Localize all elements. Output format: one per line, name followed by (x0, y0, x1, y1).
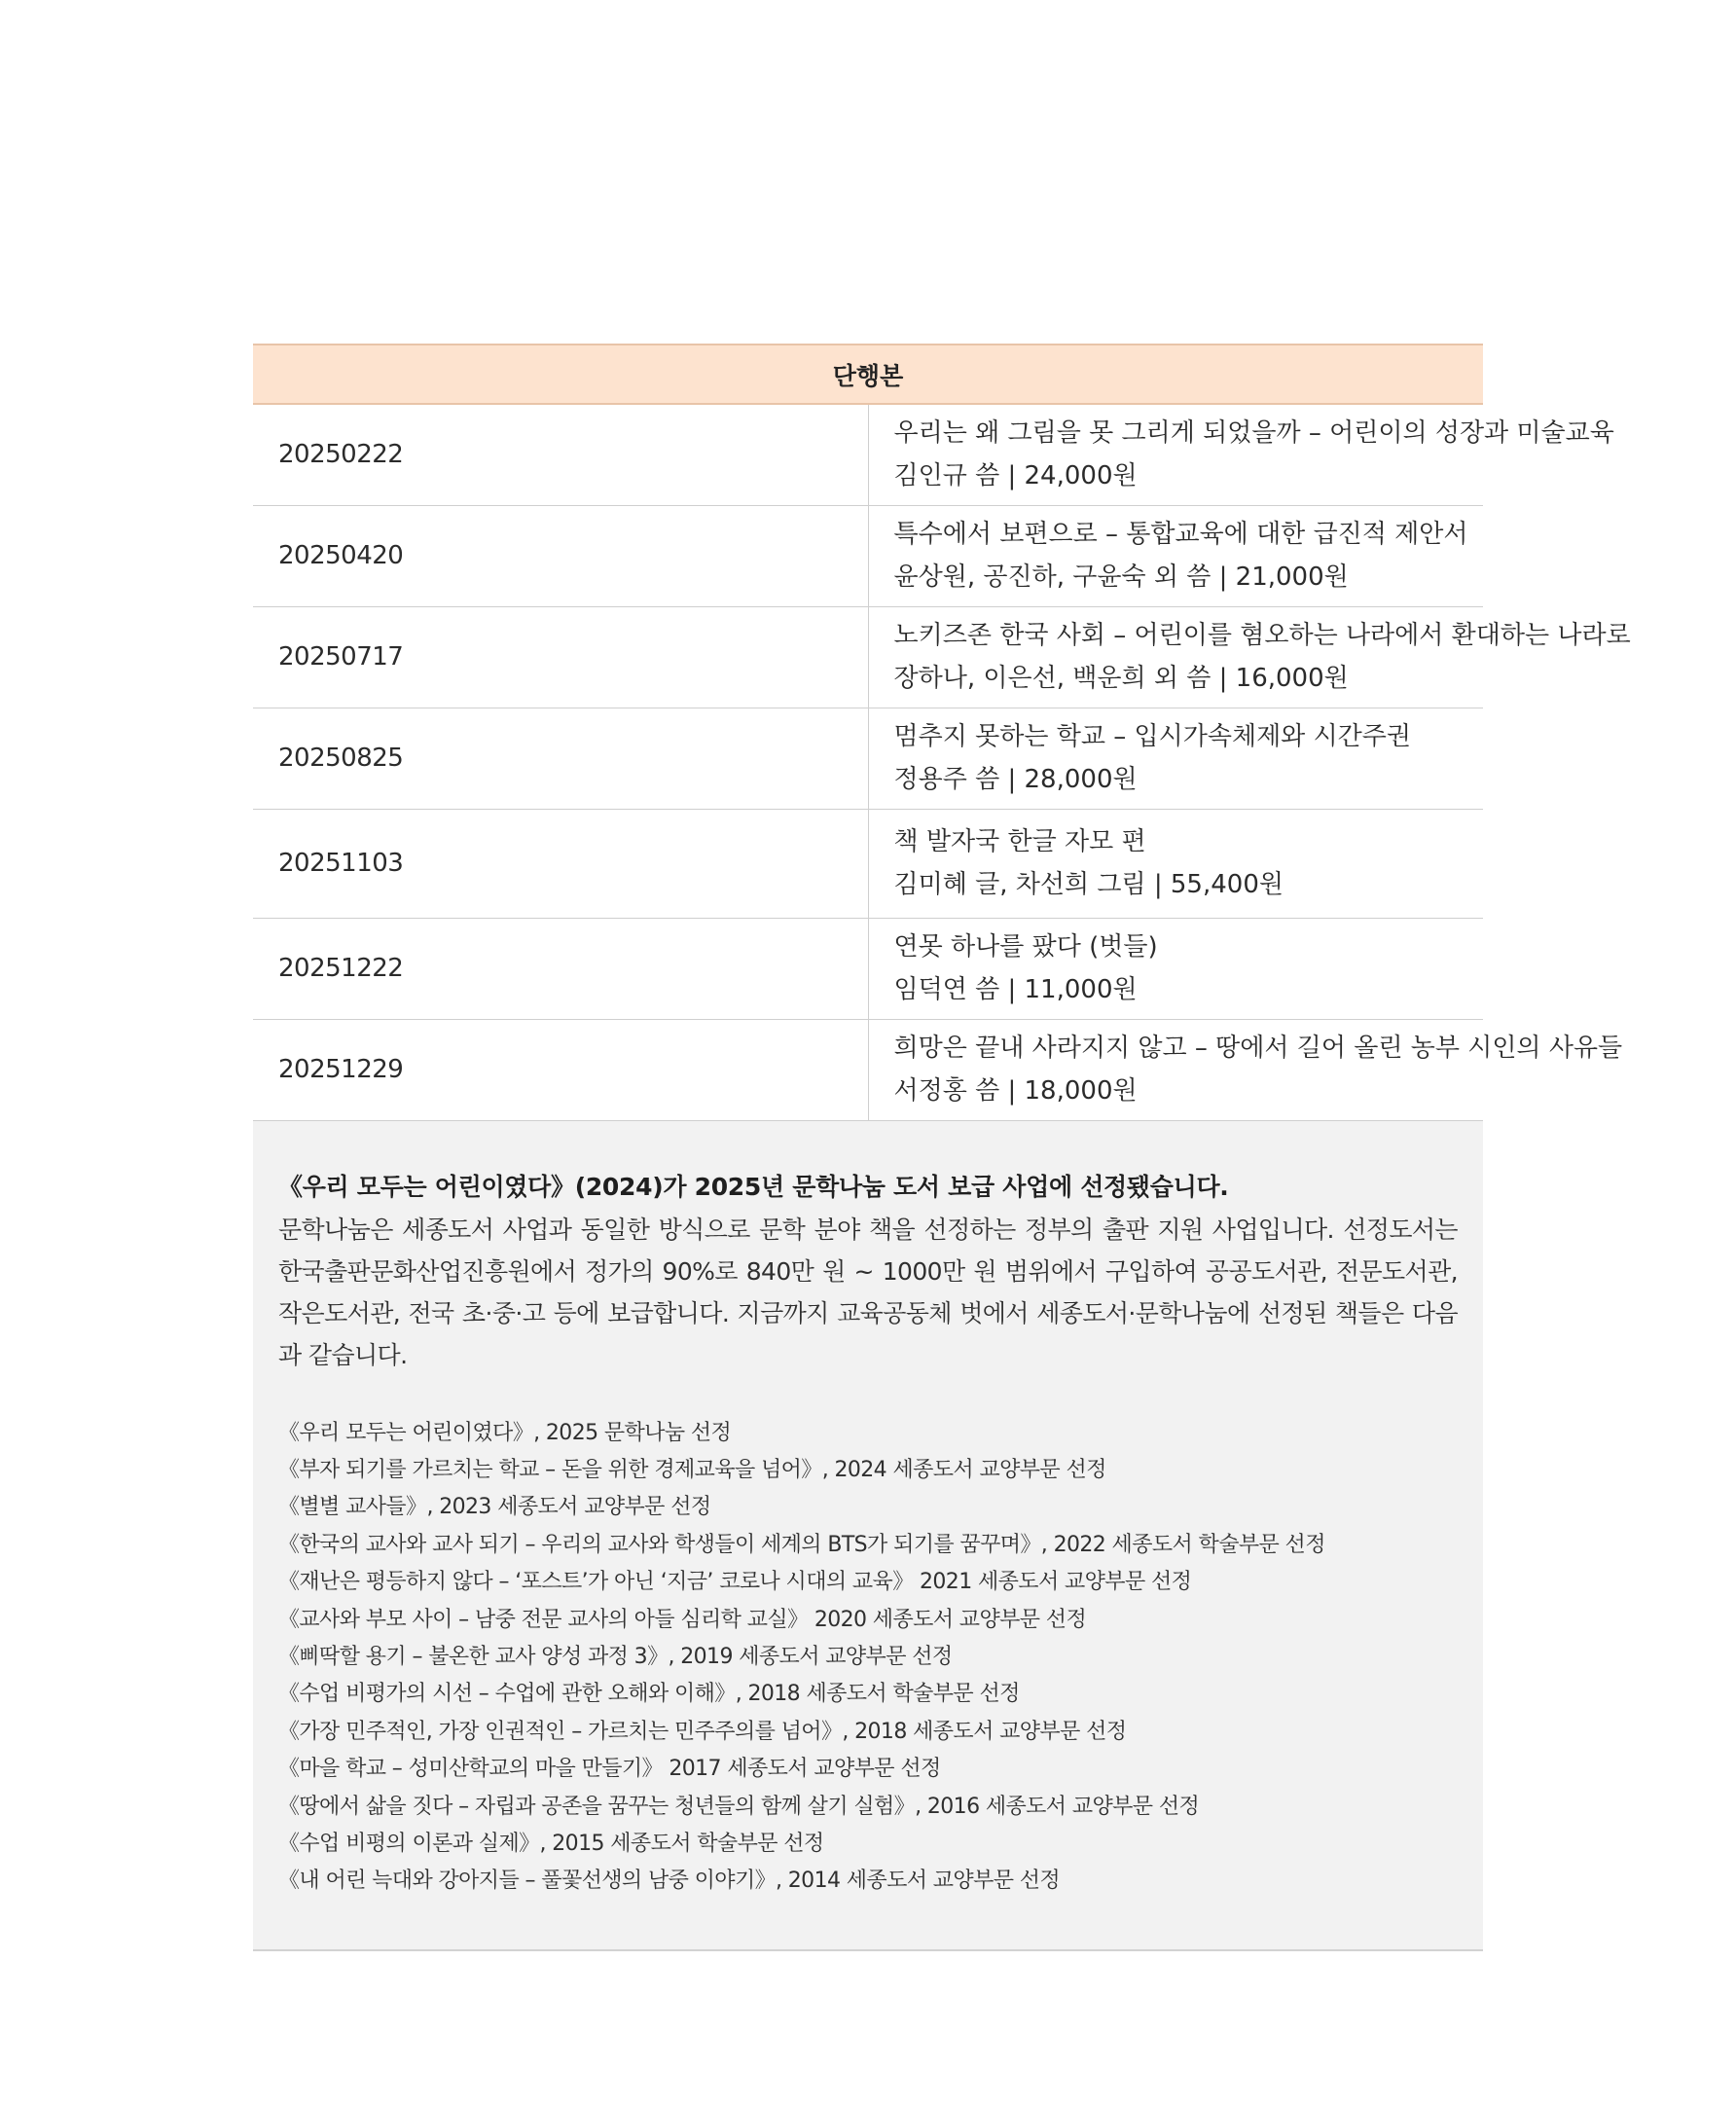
book-title: 특수에서 보편으로 – 통합교육에 대한 급진적 제안서 (893, 520, 1468, 549)
book-info (868, 606, 1631, 708)
book-meta: 김미혜 글, 차선희 그림 | 55,400원 (893, 870, 1284, 899)
list-item: 《교사와 부모 사이 – 남중 전문 교사의 아들 심리학 교실》 2020 세종도서 교양부문 선정 (278, 1607, 1087, 1632)
books-table (253, 344, 1631, 1121)
list-item: 《땅에서 삶을 짓다 – 자립과 공존을 꿈꾸는 청년들의 함께 살기 실험》, 2016 세종도서 교양부문 선정 (278, 1794, 1200, 1819)
book-title: 책 발자국 한글 자모 편 (893, 827, 1146, 856)
publish-date: 20251103 (253, 809, 868, 918)
book-meta: 임덕연 씀 | 11,000원 (893, 975, 1138, 1004)
book-title: 노키즈존 한국 사회 – 어린이를 혐오하는 나라에서 환대하는 나라로 (893, 621, 1631, 650)
book-meta: 김인규 씀 | 24,000원 (893, 461, 1138, 491)
book-title: 희망은 끝내 사라지지 않고 – 땅에서 길어 올린 농부 시인의 사유들 (893, 1034, 1623, 1063)
book-meta: 정용주 씀 | 28,000원 (893, 765, 1138, 794)
table-row (253, 809, 1483, 918)
list-item: 《내 어린 늑대와 강아지들 – 풀꽃선생의 남중 이야기》, 2014 세종도서 교양부문 선정 (278, 1869, 1061, 1894)
document-page (253, 344, 1631, 1951)
table-row (253, 606, 1483, 708)
list-item: 《삐딱할 용기 – 불온한 교사 양성 과정 3》, 2019 세종도서 교양부문 선정 (278, 1644, 953, 1669)
book-meta: 서정홍 씀 | 18,000원 (893, 1076, 1138, 1106)
notice-heading: 《우리 모두는 어린이였다》(2024)가 2025년 문학나눔 도서 보급 사업에 선정됐습니다. (278, 1172, 1229, 1201)
list-item: 《한국의 교사와 교사 되기 – 우리의 교사와 학생들이 세계의 BTS가 되기를 꿈꾸며》, 2022 세종도서 학술부문 선정 (278, 1532, 1325, 1557)
book-info (868, 708, 1483, 809)
notice-body: 문학나눔은 세종도서 사업과 동일한 방식으로 문학 분야 책을 선정하는 정부의 출판 지원 사업입니다. 선정도서는 한국출판문화산업진흥원에서 정가의 90%로 840만 원 ~ 1000만 원 범위에서 구입하여 공공도서관, 전문도서관, 작은도서관, 전국 초·중·고 등에 보급합니다. 지금까지 교육공동체 벗에서 세종도서·문학나눔에 선정된 책들은 다음과 같습니다. (278, 1215, 1458, 1369)
publish-date: 20250825 (253, 708, 868, 809)
publish-date: 20251229 (253, 1019, 868, 1120)
book-info (868, 809, 1483, 918)
table-row (253, 404, 1483, 505)
table-row (253, 1019, 1483, 1120)
book-title: 우리는 왜 그림을 못 그리게 되었을까 – 어린이의 성장과 미술교육 (893, 418, 1614, 449)
list-item: 《재난은 평등하지 않다 – ‘포스트’가 아닌 ‘지금’ 코로나 시대의 교육》 2021 세종도서 교양부문 선정 (278, 1570, 1192, 1595)
book-info (868, 1019, 1623, 1120)
book-meta: 장하나, 이은선, 백운희 외 씀 | 16,000원 (893, 664, 1349, 693)
table-header: 단행본 (253, 345, 1483, 404)
list-item: 《수업 비평가의 시선 – 수업에 관한 오해와 이해》, 2018 세종도서 학술부문 선정 (278, 1682, 1020, 1707)
book-info (868, 918, 1483, 1019)
book-title: 연못 하나를 팠다 (벗들) (893, 932, 1158, 962)
table-row (253, 708, 1483, 809)
table-header-row (253, 345, 1483, 404)
book-title: 멈추지 못하는 학교 – 입시가속체제와 시간주권 (893, 722, 1412, 751)
book-meta: 윤상원, 공진하, 구윤숙 외 씀 | 21,000원 (893, 563, 1349, 592)
list-item: 《수업 비평의 이론과 실제》, 2015 세종도서 학술부문 선정 (278, 1831, 824, 1856)
book-info (868, 404, 1614, 505)
table-row (253, 918, 1483, 1019)
list-item: 《가장 민주적인, 가장 인권적인 – 가르치는 민주주의를 넘어》, 2018 세종도서 교양부문 선정 (278, 1719, 1127, 1744)
list-item: 《우리 모두는 어린이였다》, 2025 문학나눔 선정 (278, 1420, 732, 1445)
selection-list (278, 1415, 1458, 1901)
list-item: 《별별 교사들》, 2023 세종도서 교양부문 선정 (278, 1495, 711, 1520)
table-row (253, 505, 1483, 606)
list-item: 《마을 학교 – 성미산학교의 마을 만들기》 2017 세종도서 교양부문 선정 (278, 1757, 941, 1782)
publish-date: 20250717 (253, 606, 868, 708)
book-info (868, 505, 1483, 606)
list-item: 《부자 되기를 가르치는 학교 – 돈을 위한 경제교육을 넘어》, 2024 세종도서 교양부문 선정 (278, 1457, 1106, 1482)
selection-notice (253, 1121, 1483, 1951)
publish-date: 20251222 (253, 918, 868, 1019)
publish-date: 20250420 (253, 505, 868, 606)
publish-date: 20250222 (253, 404, 868, 505)
